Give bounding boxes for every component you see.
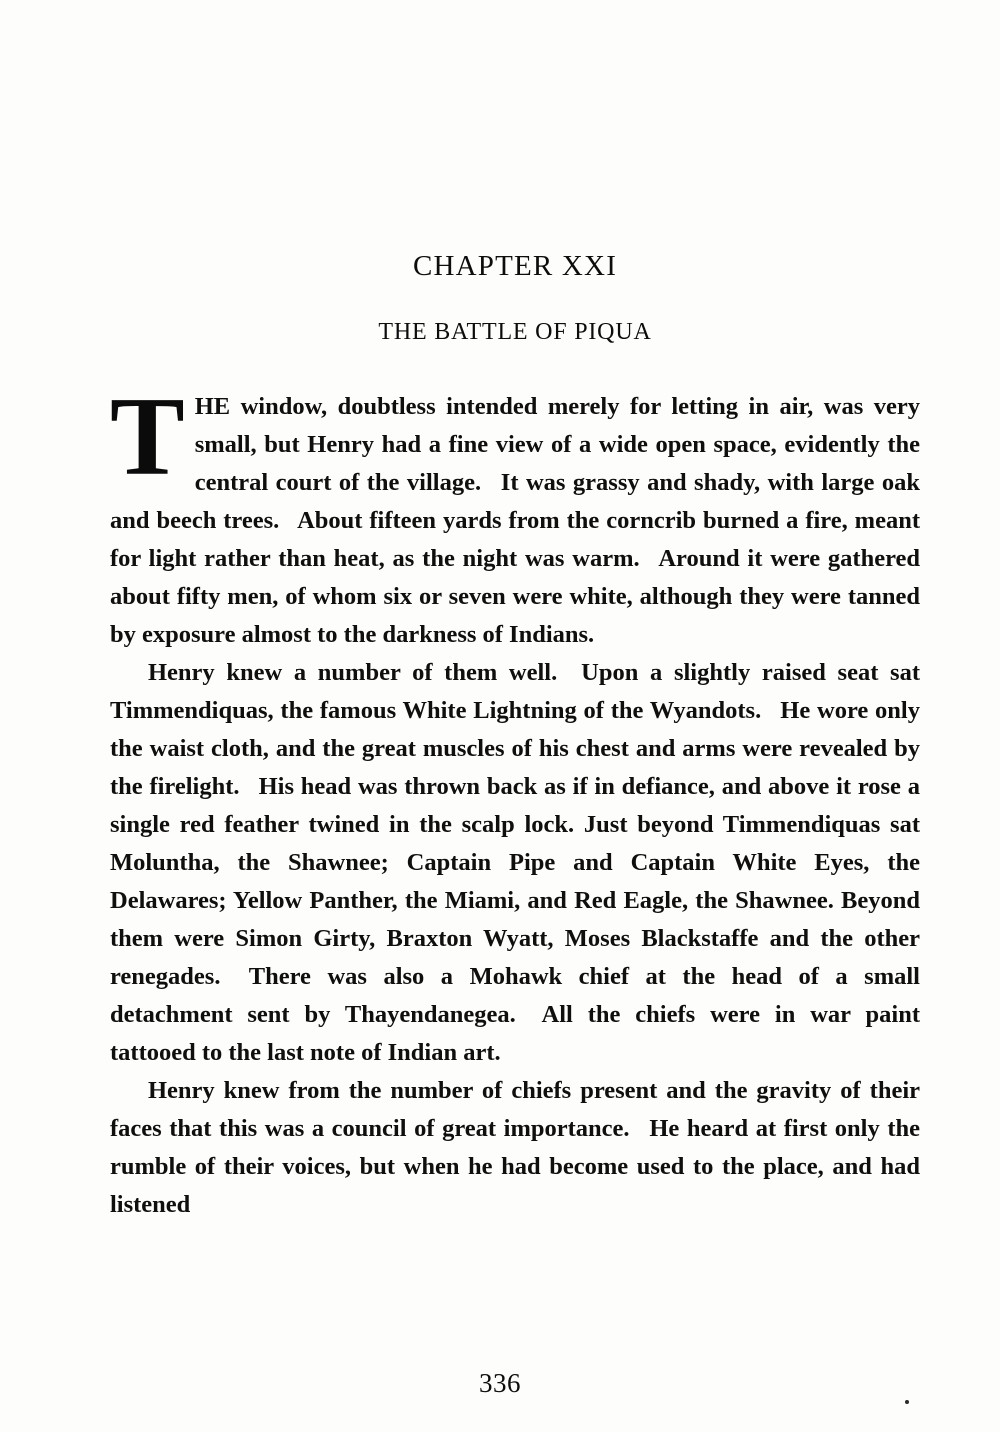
chapter-subheading: THE BATTLE OF PIQUA (378, 319, 652, 345)
drop-cap: T (110, 375, 185, 499)
page-content (110, 250, 920, 1224)
paragraph-2: Henry knew a number of them well. Upon a slightly raised seat sat Timmendiquas, the famous White Lightning of the Wyandots. He wore only the waist cloth, and the great muscles of his chest and arms were revealed by the firelight. His head was thrown back as if in defiance, and above it rose a single red feather twined in the scalp lock. Just beyond Timmendiquas sat Moluntha, the Shawnee; Captain Pipe and Captain White Eyes, the Delawares; Yellow Panther, the Miami, and Red Eagle, the Shawnee. Beyond them were Simon Girty, Braxton Wyatt, Moses Blackstaffe and the other renegades. There was also a Mohawk chief at the head of a small detachment sent by Thayendanegea. All the chiefs were in war paint tattooed to the last note of Indian art. (110, 659, 920, 1066)
page-number: 336 (479, 1368, 521, 1398)
paragraph-1-text: HE window, doubtless intended merely for letting in air, was very small, but Henry had a fine view of a wide open space, evidently the central court of the village. It was grassy and shady, with large oak and beech trees. About fifteen yards from the corncrib burned a fire, meant for light rather than heat, as the night was warm. Around it were gathered about fifty men, of whom six or seven were white, although they were tanned by exposure almost to the darkness of Indians. (110, 393, 920, 648)
chapter-heading: CHAPTER XXI (412, 250, 618, 282)
paragraph-1 (110, 375, 920, 654)
body-text (110, 375, 920, 1224)
ink-speck (905, 1400, 909, 1404)
paragraph-3: Henry knew from the number of chiefs present and the gravity of their faces that this was a council of great importance. He heard at first only the rumble of their voices, but when he had become used to the place, and had listened (110, 1077, 920, 1218)
